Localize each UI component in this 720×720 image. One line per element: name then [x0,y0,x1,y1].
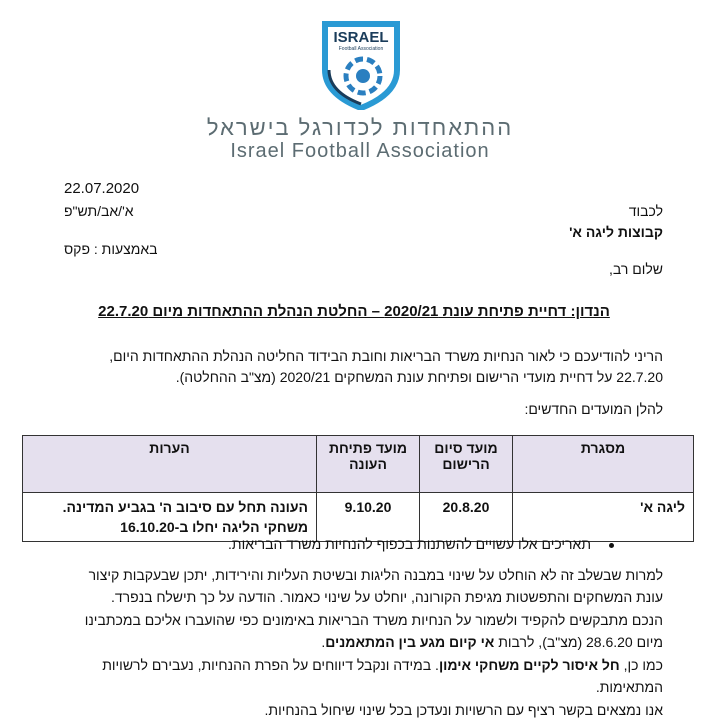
subject-line: הנדון: דחיית פתיחת עונת 2020/21 – החלטת הנהלת ההתאחדות מיום 22.7.20 [98,303,610,320]
intro-line-1: הריני להודיעכם כי לאור הנחיות משרד הבריאות וחובת הבידוד החליטה הנהלת ההתאחדות היום, [109,348,663,364]
dates-intro: להלן המועדים החדשים: [524,401,663,417]
header-notes: הערות [23,436,317,493]
para2-line2: מיום 28.6.20 (מצ"ב), לרבות אי קיום מגע בין המתאמנים. [321,634,663,650]
svg-text:ISRAEL: ISRAEL [333,29,389,46]
header-registration-end: מועד סיום הרישום [420,436,513,493]
notes-line-2: משחקי הליגה יחלו ב-16.10.20 [120,519,308,535]
org-name-hebrew: ההתאחדות לכדורגל בישראל [206,115,514,140]
para2-text: מיום 28.6.20 (מצ"ב), לרבות [494,634,663,650]
cell-framework: ליגה א' [513,493,694,542]
hebrew-date: א'/אב/תש"פ [64,203,134,219]
cell-registration-end: 20.8.20 [420,493,513,542]
header-season-start: מועד פתיחת העונה [317,436,420,493]
intro-line-2: 22.7.20 על דחיית מועדי הרישום ופתיחת עונת המשחקים 2020/21 (מצ"ב ההחלטה). [175,369,663,385]
via-fax: באמצעות : פקס [64,241,158,257]
bullet-text: תאריכים אלו עשויים להשתנות בכפוף להנחיות משרד הבריאות. [228,536,591,552]
para1-line1: למרות שבשלב זה לא הוחלט על שינוי במבנה הליגות ובשיטת העליות והירידות, יתכן שבעקבות קיצור [88,567,663,583]
para2-line1: הנכם מתבקשים להקפיד ולשמור על הנחיות משרד הבריאות באימונים כפי שהועברו אליכם במכתבינו [84,612,663,628]
para2-emphasis: אי קיום מגע בין המתאמנים [325,634,495,650]
notes-line-1: העונה תחל עם סיבוב ה' בגביע המדינה. [62,499,308,515]
para4: אנו נמצאים בקשר רציף עם הרשויות ונעדכן בכל שינוי שיחול בהנחיות. [264,702,663,718]
para3-text-c: . במידה ונקבל דיווחים על הפרת ההנחיות, נעבירם לרשויות [102,657,439,673]
para1-line2: עונת המשחקים והתפשטות מגיפת הקורונה, יוחלט על שינוי כאמור. הודעה על כך תישלח בנפרד. [111,589,663,605]
svg-text:Football Association: Football Association [338,46,384,52]
cell-season-start: 9.10.20 [317,493,420,542]
dates-table [22,435,694,542]
recipient: קבוצות ליגה א' [569,224,663,240]
to-label: לכבוד [628,203,663,219]
greeting: שלום רב, [609,261,663,277]
table-row [23,493,694,542]
bullet-item [228,536,614,552]
header-framework: מסגרת [513,436,694,493]
para3-line2: המתאימות. [595,679,663,695]
para3-text-a: כמו כן, [619,657,663,673]
org-name-english: Israel Football Association [230,140,490,162]
para3-emphasis: חל איסור לקיים משחקי אימון [438,657,620,673]
letter-date: 22.07.2020 [64,180,140,197]
cell-notes [23,493,317,542]
para3-line1 [102,656,663,674]
bullet-icon [609,543,614,548]
table-header-row [23,436,694,493]
ifa-logo [315,18,407,110]
